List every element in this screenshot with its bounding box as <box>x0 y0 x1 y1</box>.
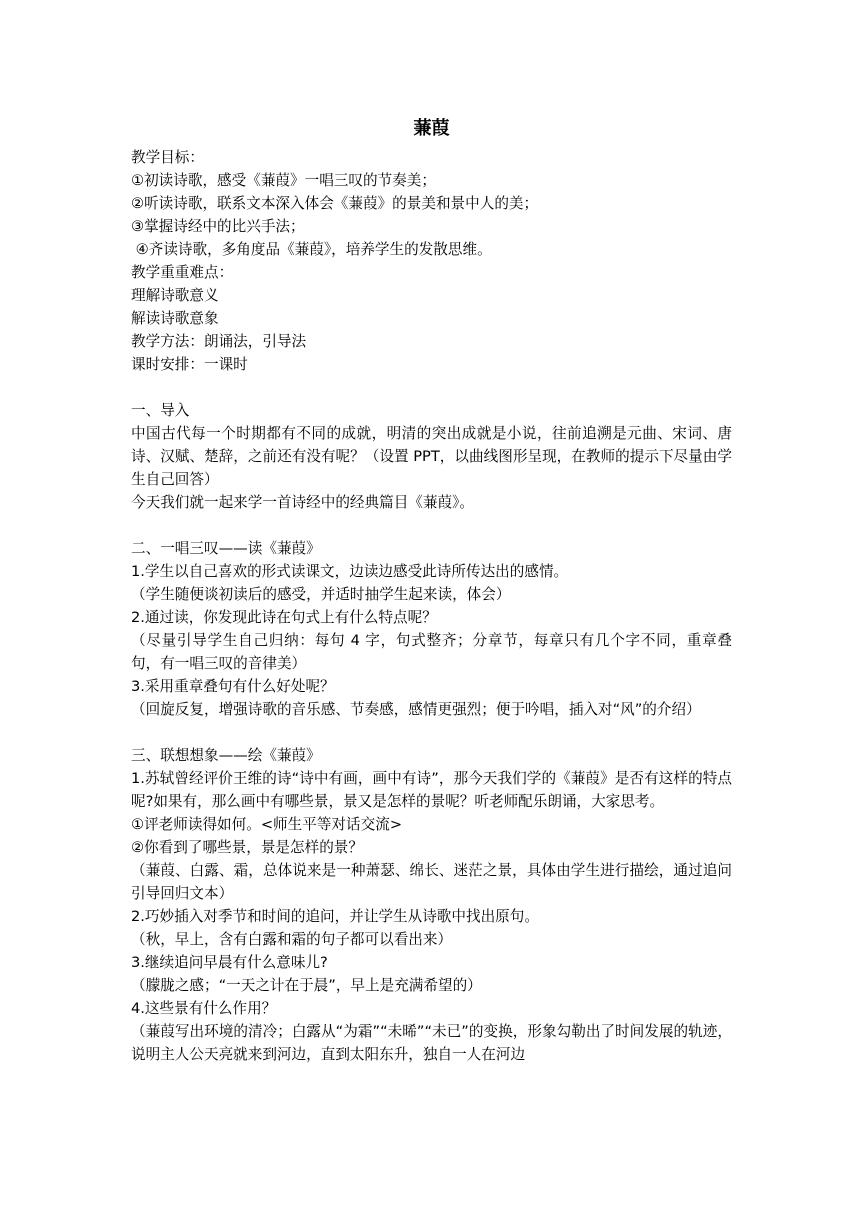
answer: （尽量引导学生自己归纳：每句 4 字，句式整齐；分章节，每章只有几个字不同，重章叠句，有一唱三叹的音律美） <box>131 632 732 672</box>
question: 1.学生以自己喜欢的形式读课文，边读边感受此诗所传达出的感情。 <box>131 563 569 580</box>
question: 3.继续追问早晨有什么意味儿? <box>131 954 328 971</box>
answer: （朦胧之感；“一天之计在于晨”，早上是充满希望的） <box>131 977 482 994</box>
question: 4.这些景有什么作用？ <box>131 1000 277 1017</box>
sub-question: ②你看到了哪些景，景是怎样的景？ <box>131 839 363 856</box>
answer: （秋，早上，含有白露和霜的句子都可以看出来） <box>131 931 453 948</box>
goal-item: ③掌握诗经中的比兴手法； <box>131 218 305 235</box>
goal-item: ①初读诗歌，感受《蒹葭》一唱三叹的节奏美； <box>131 172 436 189</box>
section-heading: 二、一唱三叹——读《蒹葭》 <box>131 540 321 557</box>
answer: （学生随便谈初读后的感受，并适时抽学生起来读，体会） <box>131 586 511 603</box>
blank-line <box>131 721 732 744</box>
question: 2.巧妙插入对季节和时间的追问，并让学生从诗歌中找出原句。 <box>131 908 539 925</box>
question: 1.苏轼曾经评价王维的诗“诗中有画，画中有诗”，那今天我们学的《蒹葭》是否有这样的特点呢?如果有，那么画中有哪些景，景又是怎样的景呢？听老师配乐朗诵，大家思考。 <box>131 770 732 810</box>
paragraph: 今天我们就一起来学一首诗经中的经典篇目《蒹葭》。 <box>131 494 474 511</box>
blank-line <box>131 376 732 399</box>
goal-item: ④齐读诗歌，多角度品《蒹葭》，培养学生的发散思维。 <box>131 241 492 258</box>
class-schedule: 课时安排：一课时 <box>131 356 248 373</box>
section-heading: 一、导入 <box>131 402 190 419</box>
document-title: 蒹葭 <box>413 118 450 139</box>
question: 3.采用重章叠句有什么好处呢？ <box>131 678 335 695</box>
section-heading: 三、联想想象——绘《蒹葭》 <box>131 747 321 764</box>
answer: （回旋反复，增强诗歌的音乐感、节奏感，感情更强烈；便于吟唱，插入对“风”的介绍） <box>131 701 701 718</box>
goals-heading: 教学目标： <box>131 149 204 166</box>
teaching-method: 教学方法：朗诵法，引导法 <box>131 333 307 350</box>
sub-question: ①评老师读得如何。<师生平等对话交流> <box>131 816 403 833</box>
answer: （蒹葭写出环境的清冷；白露从“为霜”“未晞”“未已”的变换，形象勾勒出了时间发展的轨迹，说明主人公天亮就来到河边，直到太阳东升，独自一人在河边 <box>131 1023 732 1063</box>
question: 2.通过读，你发现此诗在句式上有什么特点呢？ <box>131 609 437 626</box>
goal-item: ②听读诗歌，联系文本深入体会《蒹葭》的景美和景中人的美； <box>131 195 539 212</box>
key-point-item: 理解诗歌意义 <box>131 287 219 304</box>
key-point-item: 解读诗歌意象 <box>131 310 219 327</box>
paragraph: 中国古代每一个时期都有不同的成就，明清的突出成就是小说，往前追溯是元曲、宋词、唐诗、汉赋、楚辞，之前还有没有呢？（设置 PPT，以曲线图形呈现，在教师的提示下尽量由学生自己回答） <box>131 425 732 488</box>
key-points-heading: 教学重重难点： <box>131 264 234 281</box>
blank-line <box>131 514 732 537</box>
answer: （蒹葭、白露、霜，总体说来是一种萧瑟、绵长、迷茫之景，具体由学生进行描绘，通过追问引导回归文本） <box>131 862 732 902</box>
